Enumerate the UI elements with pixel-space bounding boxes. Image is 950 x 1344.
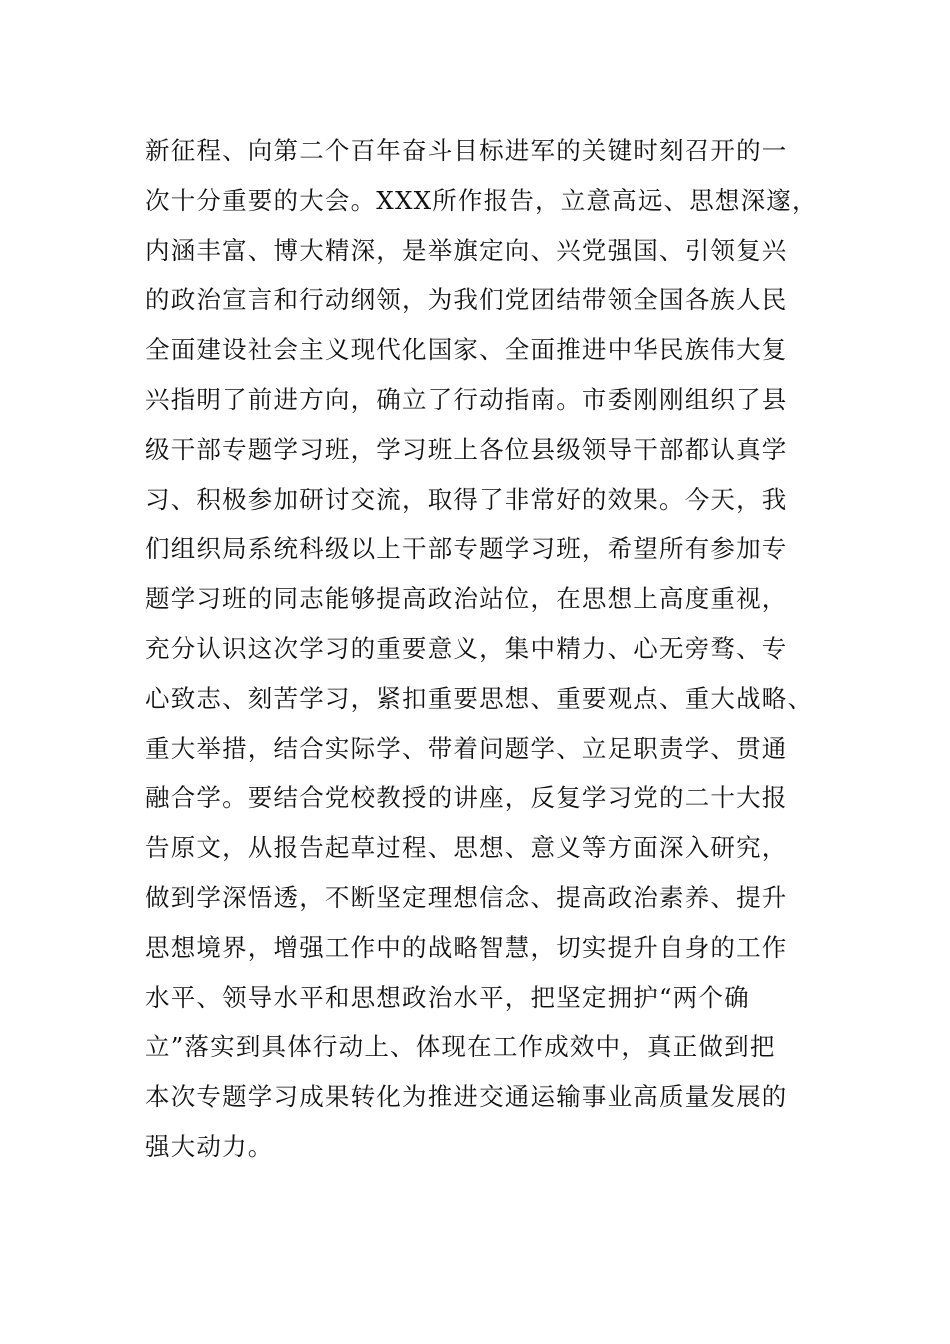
text-line: 新征程、向第二个百年奋斗目标进军的关键时刻召开的一 xyxy=(145,136,788,165)
text-line: 的政治宣言和行动纲领，为我们党团结带领全国各族人民 xyxy=(145,285,788,315)
text-line: 思想境界，增强工作中的战略智慧，切实提升自身的工作 xyxy=(145,932,788,962)
text-line: 充分认识这次学习的重要意义，集中精力、心无旁骛、专 xyxy=(145,633,788,663)
text-line: 兴指明了前进方向，确立了行动指南。市委刚刚组织了县 xyxy=(145,384,788,414)
text-line: 水平、领导水平和思想政治水平，把坚定拥护“两个确 xyxy=(145,982,750,1012)
text-line: 强大动力。 xyxy=(145,1131,274,1161)
text-line: 习、积极参加研讨交流，取得了非常好的效果。今天，我 xyxy=(145,484,788,514)
text-line: 重大举措，结合实际学、带着问题学、立足职责学、贯通 xyxy=(145,733,788,763)
body-paragraph xyxy=(145,126,818,1172)
text-line: 做到学深悟透，不断坚定理想信念、提高政治素养、提升 xyxy=(145,882,788,912)
text-line: 题学习班的同志能够提高政治站位，在思想上高度重视， xyxy=(145,584,788,614)
text-line: 告原文，从报告起草过程、思想、意义等方面深入研究， xyxy=(145,833,788,863)
text-line: 次十分重要的大会。XXX所作报告，立意高远、思想深邃， xyxy=(145,185,818,215)
text-line: 心致志、刻苦学习，紧扣重要思想、重要观点、重大战略、 xyxy=(145,683,814,713)
text-line: 融合学。要结合党校教授的讲座，反复学习党的二十大报 xyxy=(145,783,788,813)
text-line: 内涵丰富、博大精深，是举旗定向、兴党强国、引领复兴 xyxy=(145,235,788,265)
text-line: 全面建设社会主义现代化国家、全面推进中华民族伟大复 xyxy=(145,335,788,365)
text-line: 本次专题学习成果转化为推进交通运输事业高质量发展的 xyxy=(145,1082,788,1112)
text-line: 立”落实到具体行动上、体现在工作成效中，真正做到把 xyxy=(145,1032,776,1062)
text-line: 级干部专题学习班，学习班上各位县级领导干部都认真学 xyxy=(145,434,788,464)
text-line: 们组织局系统科级以上干部专题学习班，希望所有参加专 xyxy=(145,534,788,564)
